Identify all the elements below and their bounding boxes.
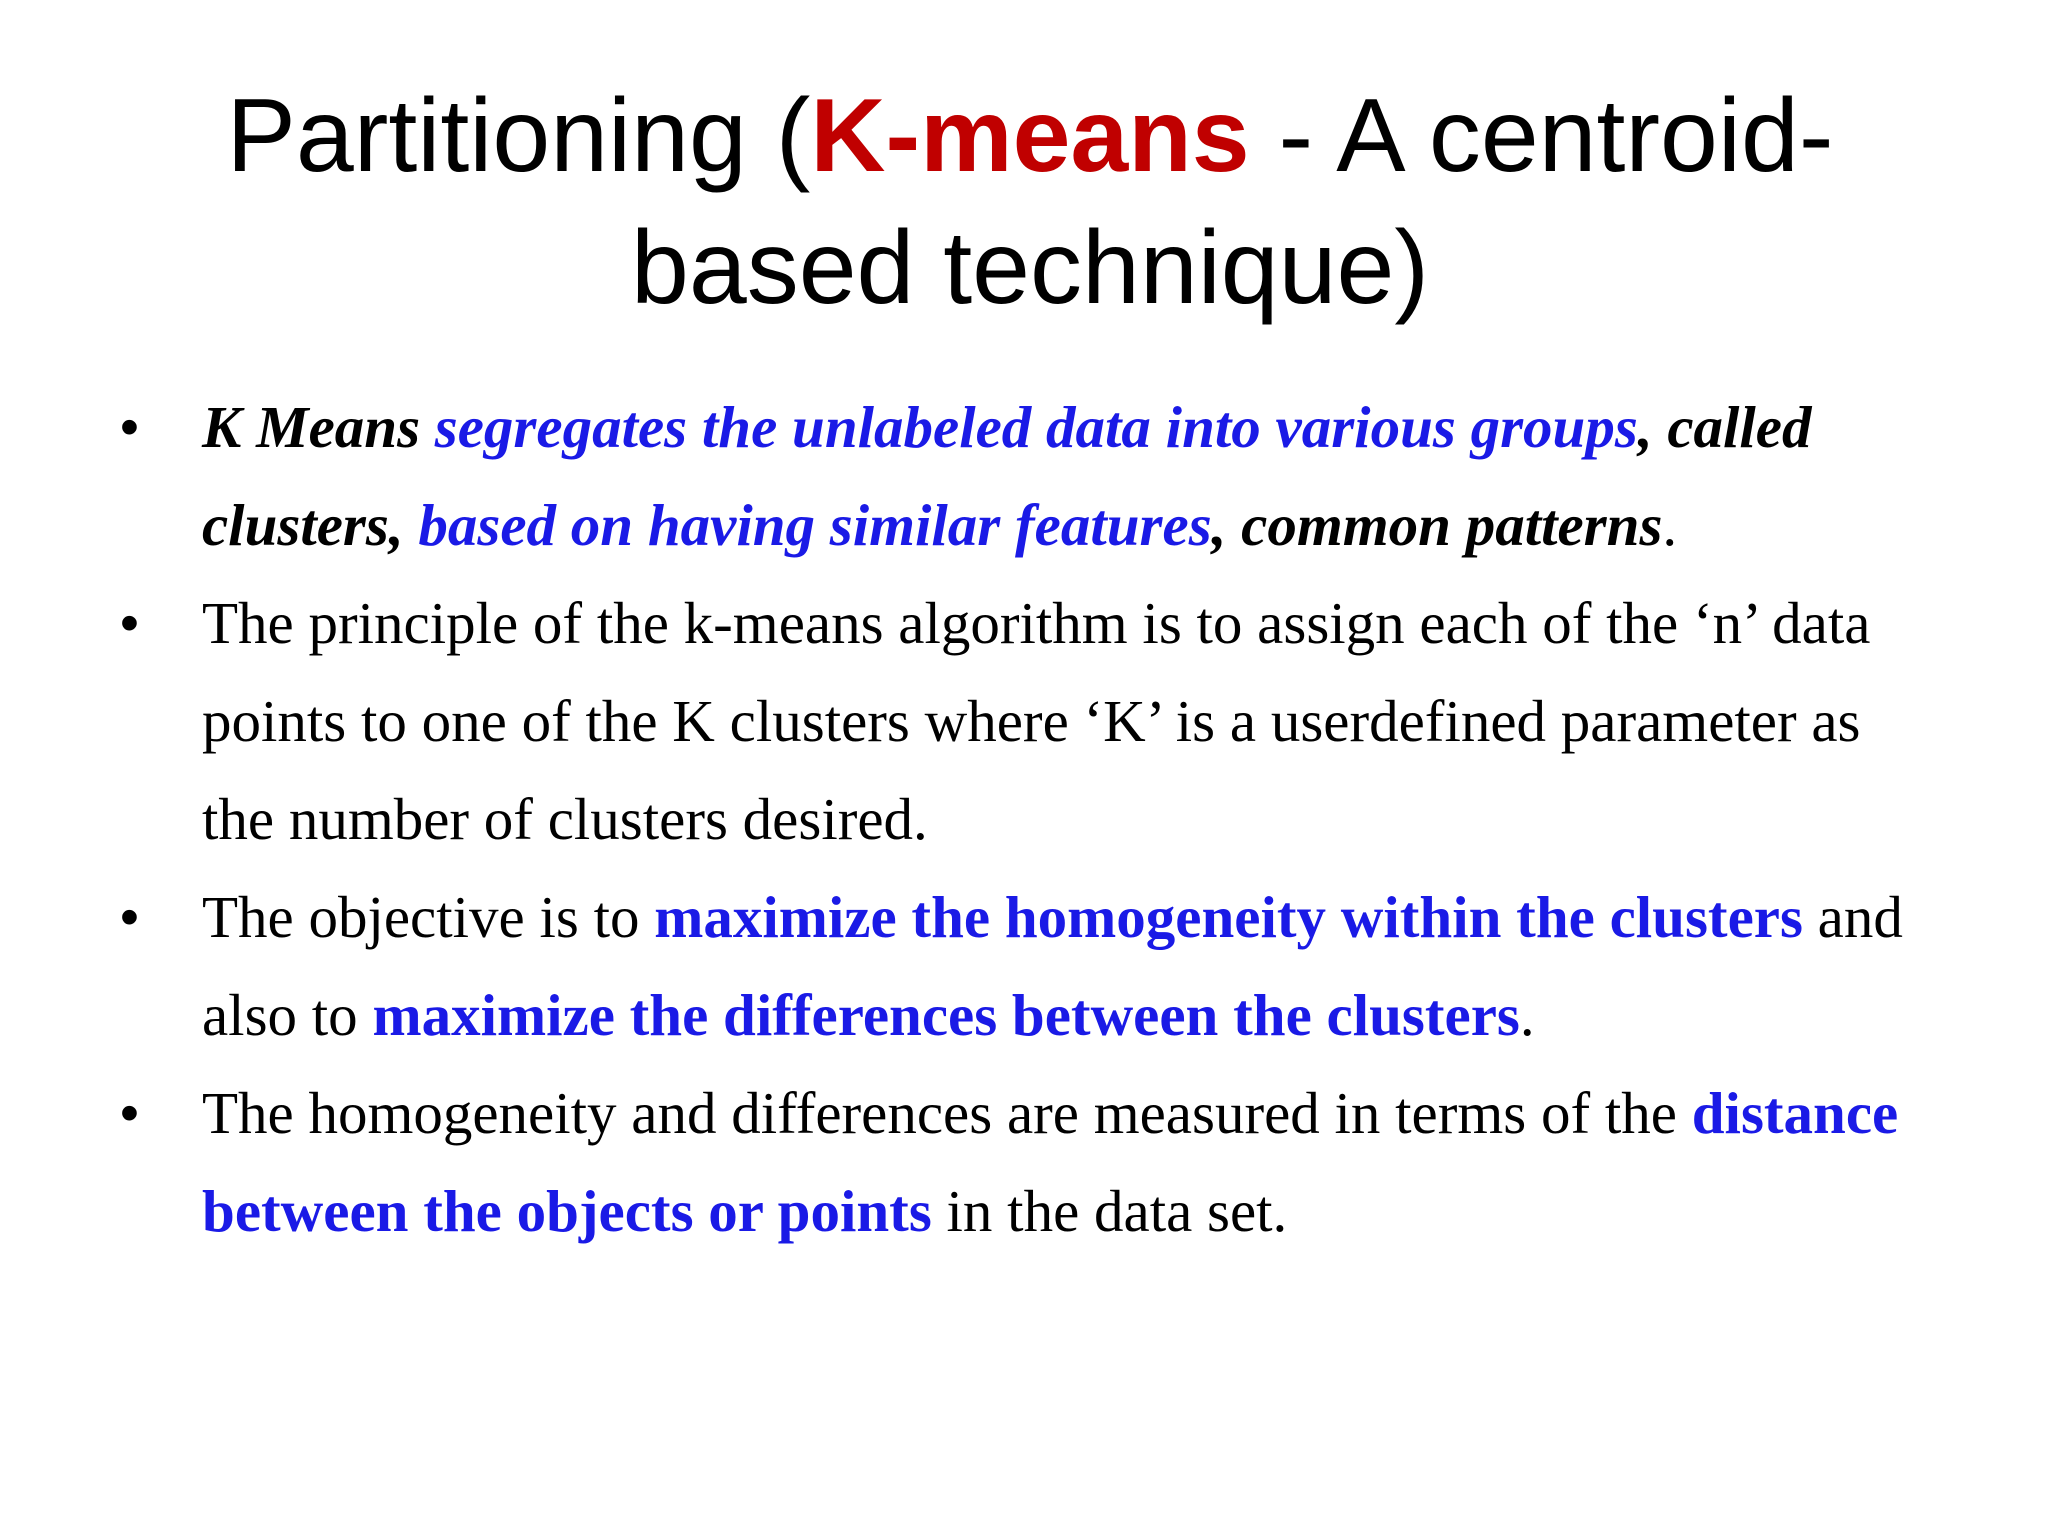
bullet-1-period: . (1662, 492, 1678, 558)
bullet-3-text-middle: and also to (202, 884, 1903, 1048)
bullet-4-text-start: The homogeneity and differences are measured in terms of the (202, 1080, 1692, 1146)
bullet-4-text-end: in the data set. (931, 1178, 1288, 1244)
bullet-item-objective (120, 868, 1940, 1064)
title-text-start: Partitioning ( (226, 78, 811, 194)
bullet-list (120, 378, 1940, 1260)
bullet-3-highlight-homogeneity: maximize the homogeneity within the clusters (654, 884, 1803, 950)
bullet-item-definition (120, 378, 1940, 574)
title-text-end: - A centroid-based technique) (631, 78, 1834, 326)
bullet-item-measure (120, 1064, 1940, 1260)
bullet-1-clusters: , called clusters, (202, 394, 1812, 558)
bullet-point-icon: • (120, 887, 139, 947)
slide-title (120, 70, 1940, 334)
bullet-2-text: The principle of the k-means algorithm is to assign each of the ‘n’ data points to one of the K clusters where ‘K’ is a userdefined parameter as the number of clusters desired. (202, 590, 1871, 852)
bullet-point-icon: • (120, 593, 139, 653)
bullet-1-term: K Means (202, 394, 435, 460)
bullet-4-highlight-distance: distance between the objects or points (202, 1080, 1899, 1244)
bullet-1-highlight-features: based on having similar features (418, 492, 1212, 558)
bullet-item-principle (120, 574, 1940, 868)
title-accent-kmeans: K-means (810, 78, 1250, 194)
bullet-3-text-start: The objective is to (202, 884, 655, 950)
bullet-point-icon: • (120, 397, 139, 457)
bullet-1-highlight-groups: segregates the unlabeled data into various groups (434, 394, 1638, 460)
bullet-point-icon: • (120, 1083, 139, 1143)
bullet-3-highlight-differences: maximize the differences between the clusters (372, 982, 1520, 1048)
bullet-1-patterns: , common patterns (1211, 492, 1663, 558)
bullet-3-period: . (1519, 982, 1535, 1048)
